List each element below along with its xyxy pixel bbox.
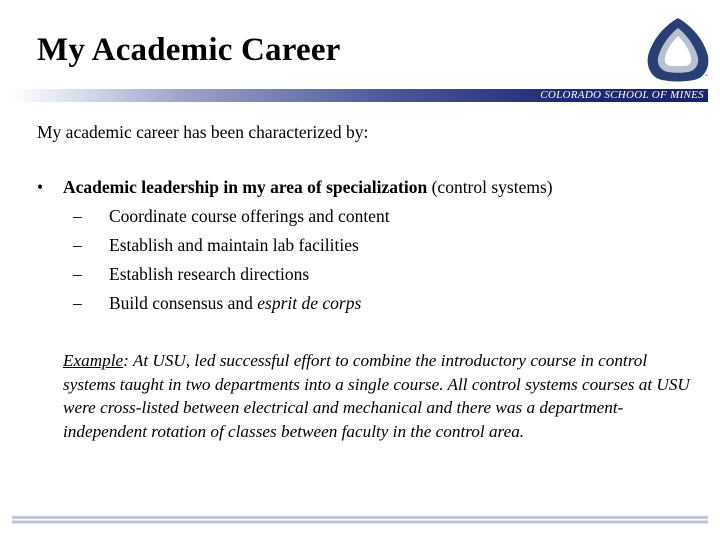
school-name: COLORADO SCHOOL OF MINES	[540, 89, 704, 101]
footer-bar	[12, 515, 708, 524]
school-logo-icon	[644, 16, 712, 86]
slide-title: My Academic Career	[37, 32, 341, 68]
svg-text:™: ™	[704, 74, 709, 80]
dash-marker: –	[73, 264, 82, 284]
sub-item-text: Coordinate course offerings and content	[109, 206, 390, 226]
sub-item-text: Build consensus and	[109, 293, 258, 313]
sub-item	[73, 206, 390, 227]
bullet-bold-text: Academic leadership in my area of specialization	[63, 177, 428, 197]
dash-marker: –	[73, 293, 82, 313]
dash-marker: –	[73, 235, 82, 255]
example-text: : At USU, led successful effort to combine the introductory course in control systems taught in two departments into a single course. All control systems courses at USU were cross-listed between electrical and mechanical and there was a department-independent rotation of classes between faculty in the control area.	[63, 351, 690, 441]
sub-item-text: Establish and maintain lab facilities	[109, 235, 359, 255]
sub-item	[73, 235, 359, 256]
bullet-normal-text: (control systems)	[427, 177, 553, 197]
sub-item	[73, 264, 309, 285]
dash-marker: –	[73, 206, 82, 226]
sub-item-text: Establish research directions	[109, 264, 310, 284]
sub-item-italic-text: esprit de corps	[257, 293, 362, 313]
bullet-marker: •	[37, 177, 44, 197]
sub-item	[73, 293, 361, 314]
intro-text: My academic career has been characterized by:	[37, 122, 369, 142]
example-label: Example	[63, 351, 124, 370]
example-paragraph	[63, 349, 693, 443]
main-bullet	[37, 177, 553, 198]
